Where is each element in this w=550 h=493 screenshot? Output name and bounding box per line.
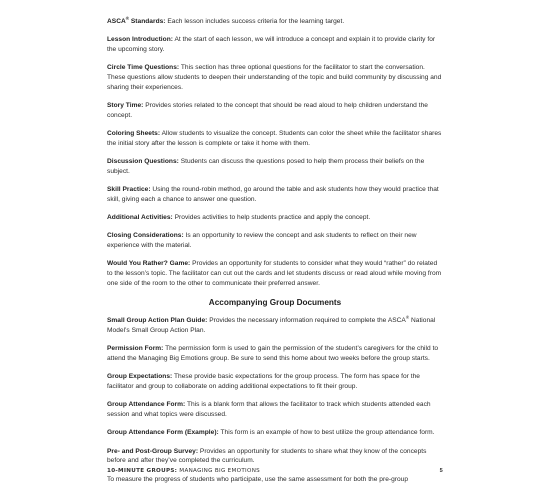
paragraph-group-expectations (107, 372, 443, 391)
paragraph-text: At the start of each lesson, we will introduce a concept and explain it to provide clarity for the upcoming story. (107, 36, 436, 53)
term-lesson-introduction: Lesson Introduction: (107, 36, 173, 44)
paragraph-text: Is an opportunity to review the concept and ask students to reflect on their new experience with the material. (107, 232, 417, 249)
paragraph-text: Provides an opportunity for students to consider what they would “rather” do related to the lesson’s topic. The facilitator can cut out the cards and let students discuss or read aloud while moving from one side of the room to the other to communicate their preferred answer. (107, 260, 442, 287)
term-coloring-sheets: Coloring Sheets: (107, 130, 161, 137)
term-group-attendance-form: Group Attendance Form: (107, 401, 186, 409)
term-permission-form: Permission Form: (107, 345, 164, 353)
term-label: ASCA (107, 18, 126, 25)
paragraph-group-attendance-example (107, 428, 443, 438)
term-additional-activities: Additional Activities: (107, 214, 173, 221)
term-skill-practice: Skill Practice: (107, 186, 151, 193)
paragraph-text: The permission form is used to gain the permission of the student’s caregivers for the child to attend the Managing Big Emotions group. Be sure to send this home about two weeks before the group starts. (107, 345, 439, 363)
paragraph-text: Provides an opportunity for students to share what they know of the concepts before and after they’ve completed the curriculum. (107, 447, 427, 465)
term-asca-standards (107, 15, 166, 25)
paragraph-circle-time-questions (107, 63, 443, 92)
paragraph-story-time (107, 101, 443, 120)
paragraph-small-group-action-plan (107, 316, 443, 335)
term-closing-considerations: Closing Considerations: (107, 232, 184, 240)
term-group-attendance-example: Group Attendance Form (Example): (107, 429, 219, 437)
paragraph-text-rest: National Model’s Small Group Action Plan. (107, 317, 436, 335)
paragraph-text: To measure the progress of students who participate, use the same assessment for both the pre-group (107, 475, 409, 483)
paragraph-coloring-sheets (107, 129, 443, 148)
term-pre-post-survey: Pre- and Post-Group Survey: (107, 447, 199, 455)
paragraph-text: Using the round-robin method, go around the table and ask students how they would practice that skill, giving each a chance to answer one question. (107, 186, 439, 203)
paragraph-text: These provide basic expectations for the group process. The form has space for the facilitator and group to collaborate on adding additional expectations to fit their group. (107, 373, 420, 391)
paragraph-would-you-rather (107, 259, 443, 288)
paragraph-lesson-introduction (107, 35, 443, 54)
paragraph-group-attendance-form (107, 400, 443, 419)
term-label-rest: Standards: (129, 18, 166, 25)
paragraph-discussion-questions (107, 157, 443, 176)
paragraph-text: This is a blank form that allows the facilitator to track which students attended each session and what topics were discussed. (107, 401, 431, 419)
paragraph-permission-form (107, 344, 443, 363)
page-number: 5 (439, 468, 443, 474)
term-story-time: Story Time: (107, 102, 144, 109)
term-would-you-rather: Would You Rather? Game: (107, 260, 191, 268)
paragraph-text: Provides stories related to the concept that should be read aloud to help children understand the concept. (107, 102, 428, 119)
paragraph-pre-post-survey (107, 447, 443, 466)
registered-mark: ® (405, 315, 410, 321)
paragraph-text: Provides the necessary information required to complete the ASCA (207, 317, 406, 325)
section-heading: Accompanying Group Documents (208, 298, 342, 307)
running-title-rest: MANAGING BIG EMOTIONS (177, 468, 261, 474)
page-footer (107, 468, 443, 478)
paragraph-asca-standards (107, 17, 443, 27)
running-title (107, 468, 260, 474)
paragraph-text: Allow students to visualize the concept. Students can color the sheet while the facilitator shares the initial story after the lesson is complete or take it home with them. (107, 130, 442, 147)
paragraph-text: Each lesson includes success criteria for the learning target. (165, 18, 345, 25)
paragraph-text: Students can discuss the questions posed to help them process their beliefs on the subject. (107, 158, 425, 175)
paragraph-closing-considerations (107, 231, 443, 250)
registered-mark: ® (125, 15, 130, 21)
paragraph-additional-activities (107, 213, 443, 223)
paragraph-text: This section has three optional questions for the facilitator to start the conversation. These questions allow students to deepen their understanding of the topic and build community by discussing and sharing their experiences. (107, 64, 442, 91)
term-discussion-questions: Discussion Questions: (107, 158, 179, 165)
term-small-group-action-plan: Small Group Action Plan Guide: (107, 317, 208, 325)
paragraph-skill-practice (107, 185, 443, 204)
paragraph-text: This form is an example of how to best utilize the group attendance form. (218, 429, 435, 437)
paragraph-text: Provides activities to help students practice and apply the concept. (172, 214, 371, 221)
term-group-expectations: Group Expectations: (107, 373, 173, 381)
running-title-bold: 10-MINUTE GROUPS: (107, 468, 178, 474)
term-circle-time-questions: Circle Time Questions: (107, 64, 180, 72)
page-body (107, 17, 443, 493)
